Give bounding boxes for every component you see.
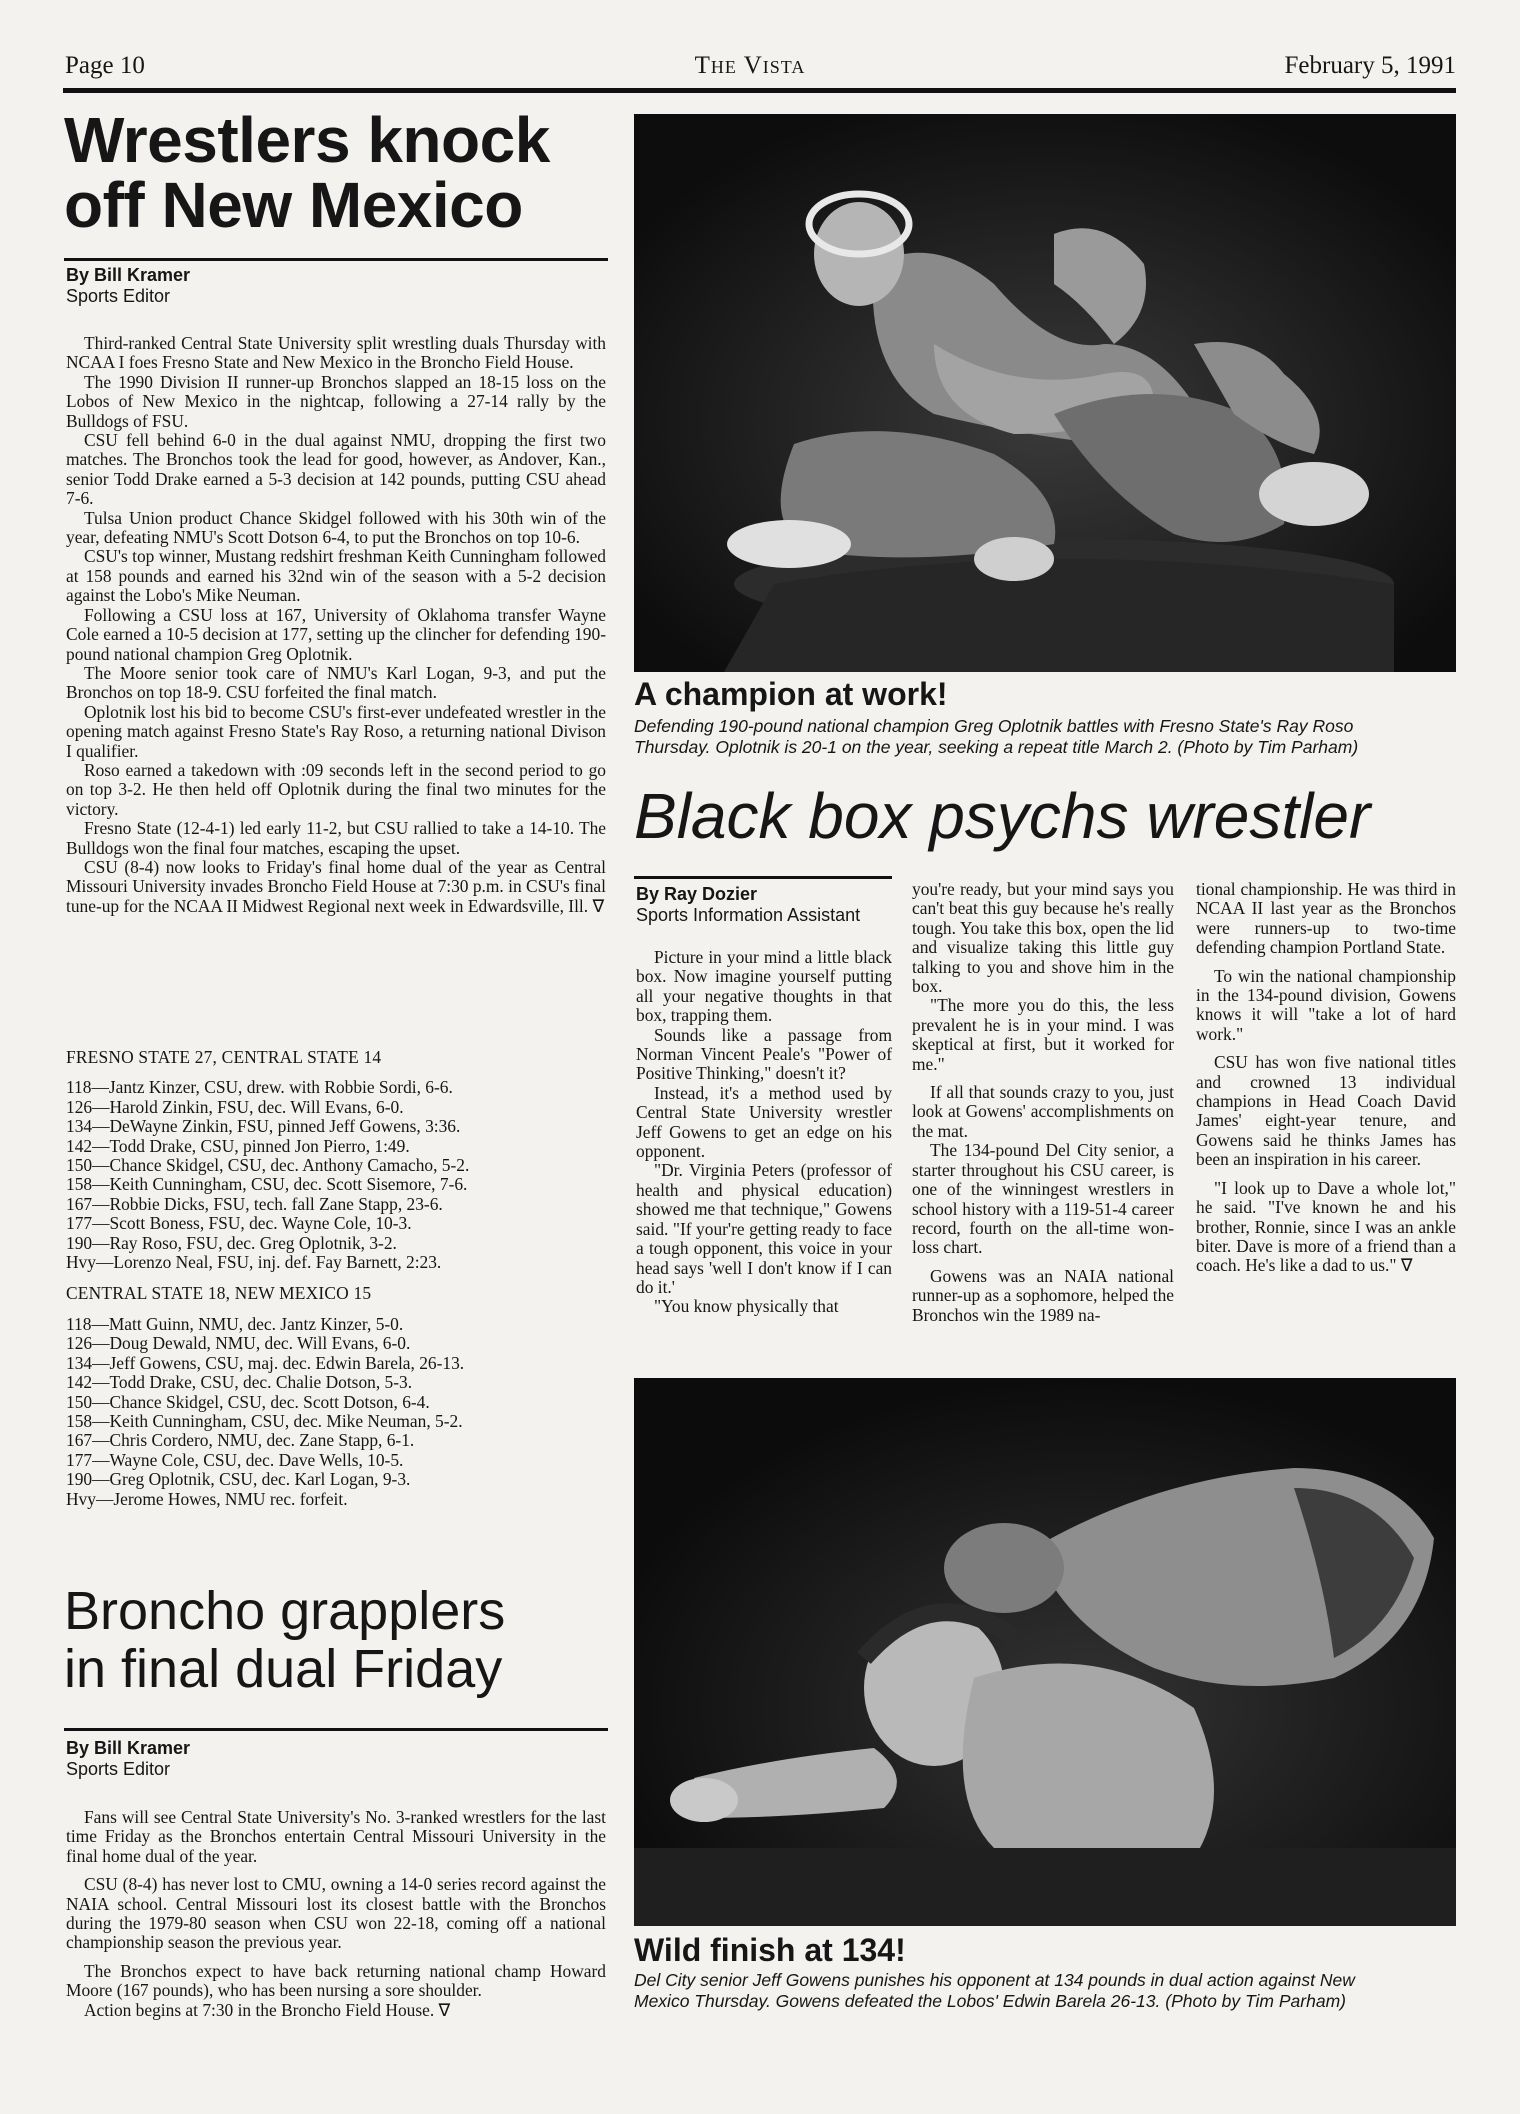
story3-column-2 xyxy=(912,880,1174,1325)
story1-paragraph: CSU's top winner, Mustang redshirt freshman Keith Cunningham followed at 158 pounds and earned his 32nd win of the season with a 5-2 decision against the Lobo's Mike Neuman. xyxy=(66,546,606,606)
result-row: 177—Scott Boness, FSU, dec. Wayne Cole, 10-3. xyxy=(66,1213,412,1234)
result-row: Hvy—Jerome Howes, NMU rec. forfeit. xyxy=(66,1488,348,1509)
story2-paragraph: CSU (8-4) has never lost to CMU, owning a 14-0 series record against the NAIA school. Central Missouri lost its closest battle with the Bronchos during the 1979-80 season when CSU won 22-18, coming off a national championship season the previous year. xyxy=(66,1874,606,1953)
story2-paragraph: The Bronchos expect to have back returning national champ Howard Moore (167 pounds), who has been nursing a sore shoulder. xyxy=(66,1960,606,2001)
result-row: Hvy—Lorenzo Neal, FSU, inj. def. Fay Barnett, 2:23. xyxy=(66,1252,442,1273)
story3-paragraph: The 134-pound Del City senior, a starter throughout his CSU career, is one of the winningest wrestlers in school history with a 119-51-4 career record, fourth on the all-time won-loss chart. xyxy=(912,1140,1174,1258)
story3-paragraph: tional championship. He was third in NCAA II last year as the Bronchos were runners-up to two-time defending champion Portland State. xyxy=(1196,879,1456,958)
page-number: Page 10 xyxy=(65,52,145,79)
photo2-caption-line1: Del City senior Jeff Gowens punishes his opponent at 134 pounds in dual action against New xyxy=(634,1970,1355,1990)
result-row: 118—Jantz Kinzer, CSU, drew. with Robbie Sordi, 6-6. xyxy=(66,1077,453,1098)
story2-headline-line2: in final dual Friday xyxy=(64,1639,503,1700)
story3-paragraph: "You know physically that xyxy=(654,1296,839,1317)
story1-headline-line1: Wrestlers knock xyxy=(64,104,550,176)
issue-date: February 5, 1991 xyxy=(1284,52,1456,79)
story1-headline xyxy=(64,104,604,242)
story3-headline: Black box psychs wrestler xyxy=(634,780,1371,852)
story1-paragraph: Third-ranked Central State University split wrestling duals Thursday with NCAA I foes Fresno State and New Mexico in the Broncho Field House. xyxy=(66,333,606,373)
story1-paragraph: CSU fell behind 6-0 in the dual against NMU, dropping the first two matches. The Bronchos took the lead for good, however, as Andover, Kan., senior Todd Drake earned a 5-3 decision at 142 pounds, putting CSU ahead 7-6. xyxy=(66,430,606,509)
photo2-caption-line2: Mexico Thursday. Gowens defeated the Lobos' Edwin Barela 26-13. (Photo by Tim Parham) xyxy=(634,1991,1346,2011)
result-row: 118—Matt Guinn, NMU, dec. Jantz Kinzer, 5-0. xyxy=(66,1313,404,1334)
story3-rule xyxy=(634,876,892,879)
photo2-illustration xyxy=(634,1378,1456,1926)
story2-byline-title: Sports Editor xyxy=(66,1759,171,1779)
result-row: 142—Todd Drake, CSU, pinned Jon Pierro, 1:49. xyxy=(66,1135,410,1156)
story1-paragraph: The Moore senior took care of NMU's Karl Logan, 9-3, and put the Bronchos on top 18-9. CSU forfeited the final match. xyxy=(66,662,606,703)
story3-paragraph: Picture in your mind a little black box. Now imagine yourself putting all your negative thoughts in that box, trapping them. xyxy=(636,947,892,1026)
story1-byline xyxy=(66,265,606,307)
story3-paragraph: Gowens was an NAIA national runner-up as a sophomore, helped the Bronchos win the 1989 na- xyxy=(912,1265,1174,1325)
story2-paragraph: Action begins at 7:30 in the Broncho Field House. ∇ xyxy=(84,1999,451,2020)
story2-body xyxy=(66,1808,606,2020)
photo1-caption-head: A champion at work! xyxy=(634,676,948,712)
story3-byline-name: By Ray Dozier xyxy=(636,884,758,904)
wrestling-photo-2 xyxy=(634,1378,1456,1926)
story2-byline xyxy=(66,1738,606,1780)
story3-paragraph: Instead, it's a method used by Central State University wrestler Jeff Gowens to get an edge on his opponent. xyxy=(636,1082,892,1162)
story1-headline-line2: off New Mexico xyxy=(64,169,523,242)
photo1-caption-line1: Defending 190-pound national champion Greg Oplotnik battles with Fresno State's Ray Roso xyxy=(634,716,1354,736)
story3-paragraph: "The more you do this, the less prevalent he is in your mind. I was skeptical at first, but it worked for me." xyxy=(912,995,1174,1074)
story1-rule xyxy=(64,258,608,261)
result-row: 150—Chance Skidgel, CSU, dec. Anthony Camacho, 5-2. xyxy=(66,1155,470,1176)
story3-byline xyxy=(636,884,892,926)
result-row: 158—Keith Cunningham, CSU, dec. Scott Sisemore, 7-6. xyxy=(66,1174,468,1195)
story1-paragraph: Following a CSU loss at 167, University of Oklahoma transfer Wayne Cole earned a 10-5 decision at 177, setting up the clincher for defending 190-pound national champion Greg Oplotnik. xyxy=(66,604,606,664)
story3-byline-title: Sports Information Assistant xyxy=(636,905,861,925)
story2-headline xyxy=(64,1582,604,1699)
results2-title: CENTRAL STATE 18, NEW MEXICO 15 xyxy=(66,1283,372,1304)
result-row: 126—Doug Dewald, NMU, dec. Will Evans, 6-0. xyxy=(66,1333,411,1354)
photo1-illustration xyxy=(634,114,1456,672)
photo2-caption xyxy=(634,1932,1456,2012)
story3-column-1 xyxy=(636,948,892,1317)
story3-paragraph: CSU has won five national titles and crowned 13 individual champions in Head Coach David James' eight-year tenure, and Gowens said he thinks James has been an inspiration in his career. xyxy=(1196,1052,1456,1170)
story3-paragraph: "Dr. Virginia Peters (professor of health and physical education) showed me that technique," Gowens said. "If your're getting ready to face a tough opponent, this voice in your head says 'well I don't know if I can do it.' xyxy=(636,1160,892,1297)
story1-paragraph: Tulsa Union product Chance Skidgel followed with his 30th win of the year, defeating NMU's Scott Dotson 6-4, to put the Bronchos on top 10-6. xyxy=(66,507,606,548)
story1-results xyxy=(66,1038,606,1509)
story1-byline-name: By Bill Kramer xyxy=(66,265,191,285)
result-row: 167—Chris Cordero, NMU, dec. Zane Stapp, 6-1. xyxy=(66,1430,415,1451)
photo1-caption xyxy=(634,676,1456,758)
story1-body xyxy=(66,334,606,916)
result-row: 142—Todd Drake, CSU, dec. Chalie Dotson, 5-3. xyxy=(66,1372,413,1393)
story3-paragraph: Sounds like a passage from Norman Vincent Peale's "Power of Positive Thinking," doesn't it? xyxy=(636,1024,892,1084)
result-row: 134—Jeff Gowens, CSU, maj. dec. Edwin Barela, 26-13. xyxy=(66,1352,465,1373)
result-row: 150—Chance Skidgel, CSU, dec. Scott Dotson, 6-4. xyxy=(66,1391,430,1412)
story2-paragraph: Fans will see Central State University's No. 3-ranked wrestlers for the last time Friday as the Bronchos entertain Central Missouri University in the final home dual of the year. xyxy=(66,1807,606,1866)
story1-paragraph: Fresno State (12-4-1) led early 11-2, but CSU rallied to take a 14-10. The Bulldogs won the final four matches, escaping the upset. xyxy=(66,818,606,858)
story1-paragraph: Roso earned a takedown with :09 seconds left in the second period to go on top 3-2. He then held off Oplotnik during the final two minutes for the victory. xyxy=(66,759,606,819)
result-row: 167—Robbie Dicks, FSU, tech. fall Zane Stapp, 23-6. xyxy=(66,1193,443,1214)
story3-paragraph: If all that sounds crazy to you, just look at Gowens' accomplishments on the mat. xyxy=(912,1082,1174,1141)
story1-byline-title: Sports Editor xyxy=(66,286,171,306)
story1-paragraph: The 1990 Division II runner-up Bronchos slapped an 18-15 loss on the Lobos of New Mexico in the nightcap, following a 27-14 rally by the Bulldogs of FSU. xyxy=(66,371,606,431)
result-row: 177—Wayne Cole, CSU, dec. Dave Wells, 10-5. xyxy=(66,1449,404,1470)
result-row: 190—Ray Roso, FSU, dec. Greg Oplotnik, 3-2. xyxy=(66,1232,397,1253)
results1-title: FRESNO STATE 27, CENTRAL STATE 14 xyxy=(66,1047,382,1067)
result-row: 126—Harold Zinkin, FSU, dec. Will Evans, 6-0. xyxy=(66,1096,404,1117)
story3-column-3 xyxy=(1196,880,1456,1276)
story1-paragraph: CSU (8-4) now looks to Friday's final home dual of the year as Central Missouri University invades Broncho Field House at 7:30 p.m. in CSU's final tune-up for the NCAA II Midwest Regional next week in Edwardsville, Ill. ∇ xyxy=(66,856,606,916)
story2-headline-line1: Broncho grapplers xyxy=(64,1581,506,1641)
masthead-rule xyxy=(63,88,1456,93)
story3-paragraph: "I look up to Dave a whole lot," he said. "I've known he and his brother, Ronnie, since I was an ankle biter. Dave is more of a friend than a coach. He's like a dad to us." ∇ xyxy=(1196,1177,1456,1276)
result-row: 158—Keith Cunningham, CSU, dec. Mike Neuman, 5-2. xyxy=(66,1410,463,1431)
result-row: 190—Greg Oplotnik, CSU, dec. Karl Logan, 9-3. xyxy=(66,1469,411,1490)
photo2-caption-head: Wild finish at 134! xyxy=(634,1932,906,1968)
photo1-caption-line2: Thursday. Oplotnik is 20-1 on the year, seeking a repeat title March 2. (Photo by Tim Parham) xyxy=(634,737,1359,757)
wrestling-photo-1 xyxy=(634,114,1456,672)
story1-paragraph: Oplotnik lost his bid to become CSU's first-ever undefeated wrestler in the opening match against Fresno State's Ray Roso, a returning national Divison I qualifier. xyxy=(66,701,606,761)
story2-byline-name: By Bill Kramer xyxy=(66,1738,191,1758)
story3-paragraph: To win the national championship in the 134-pound division, Gowens knows it will "take a lot of hard work." xyxy=(1196,965,1456,1044)
story2-rule xyxy=(64,1728,608,1731)
result-row: 134—DeWayne Zinkin, FSU, pinned Jeff Gowens, 3:36. xyxy=(66,1116,461,1137)
paper-name: The Vista xyxy=(694,52,806,79)
story3-paragraph: you're ready, but your mind says you can't beat this guy because he's really tough. You take this box, open the lid and visualize taking this little guy talking to you and shove him in the box. xyxy=(912,879,1174,997)
